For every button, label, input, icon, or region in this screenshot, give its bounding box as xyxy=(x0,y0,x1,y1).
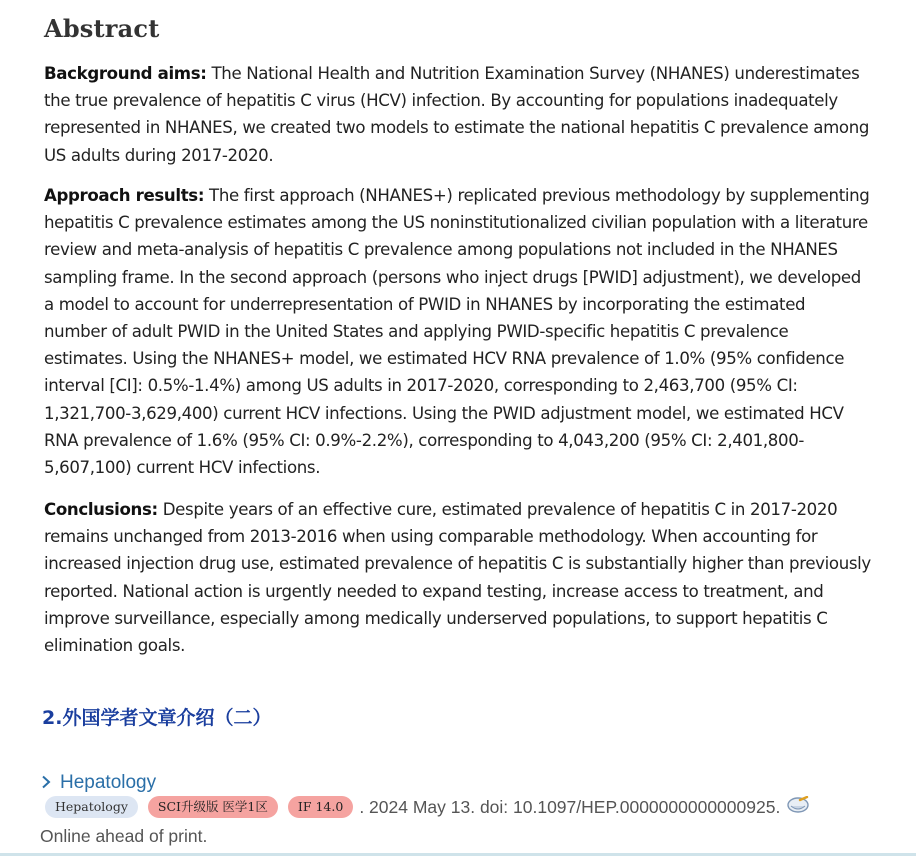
approach-text: The first approach (NHANES+) replicated previous methodology by supplementing hepatitis C prevalence estimates among the US noninstitutionalized civilian population with a literature review and meta-analysis of hepatitis C prevalence among populations not included in the NHANES sampling frame. In the second approach (persons who inject drugs [PWID] adjustment), we developed a model to account for underrepresentation of PWID in NHANES by incorporating the estimated number of adult PWID in the United States and applying PWID-specific hepatitis C prevalence estimates. Using the NHANES+ model, we estimated HCV RNA prevalence of 1.0% (95% confidence interval [CI]: 0.5%-1.4%) among US adults in 2017-2020, corresponding to 2,463,700 (95% CI: 1,321,700-3,629,400) current HCV infections. Using the PWID adjustment model, we estimated HCV RNA prevalence of 1.6% (95% CI: 0.9%-2.2%), corresponding to 4,043,200 (95% CI: 2,401,800-5,607,100) current HCV infections. xyxy=(44,186,870,478)
conclusions-text: Despite years of an effective cure, estimated prevalence of hepatitis C in 2017-2020 remains unchanged from 2013-2016 when using comparable methodology. When accounting for increased injection drug use, estimated prevalence of hepatitis C is substantially higher than previously reported. National action is urgently needed to expand testing, increase access to treatment, and improve surveillance, especially among medically underserved populations, to support hepatitis C elimination goals. xyxy=(44,500,871,656)
abstract-background-paragraph xyxy=(44,60,872,169)
impact-factor-badge[interactable]: IF 14.0 xyxy=(288,796,353,818)
quote-bubble-icon[interactable] xyxy=(786,796,812,818)
approach-label: Approach results: xyxy=(44,186,205,205)
citation-line xyxy=(45,796,812,818)
abstract-conclusions-paragraph xyxy=(44,496,872,659)
background-text: The National Health and Nutrition Examination Survey (NHANES) underestimates the true prevalence of hepatitis C virus (HCV) infection. By accounting for populations inadequately represented in NHANES, we created two models to estimate the national hepatitis C prevalence among US adults during 2017-2020. xyxy=(44,64,870,165)
conclusions-label: Conclusions: xyxy=(44,500,158,519)
sci-rank-badge[interactable]: SCI升级版 医学1区 xyxy=(148,796,278,818)
chevron-right-icon xyxy=(40,773,54,794)
publication-status: Online ahead of print. xyxy=(40,826,208,846)
abstract-approach-paragraph xyxy=(44,182,872,481)
journal-badge[interactable]: Hepatology xyxy=(45,796,138,818)
citation-details: . 2024 May 13. doi: 10.1097/HEP.0000000000000925. xyxy=(359,796,781,817)
background-label: Background aims: xyxy=(44,64,207,83)
journal-link[interactable] xyxy=(40,772,156,794)
abstract-heading: Abstract xyxy=(44,14,160,43)
journal-link-label: Hepatology xyxy=(60,772,157,793)
section-heading: 2.外国学者文章介绍（二） xyxy=(42,707,272,729)
